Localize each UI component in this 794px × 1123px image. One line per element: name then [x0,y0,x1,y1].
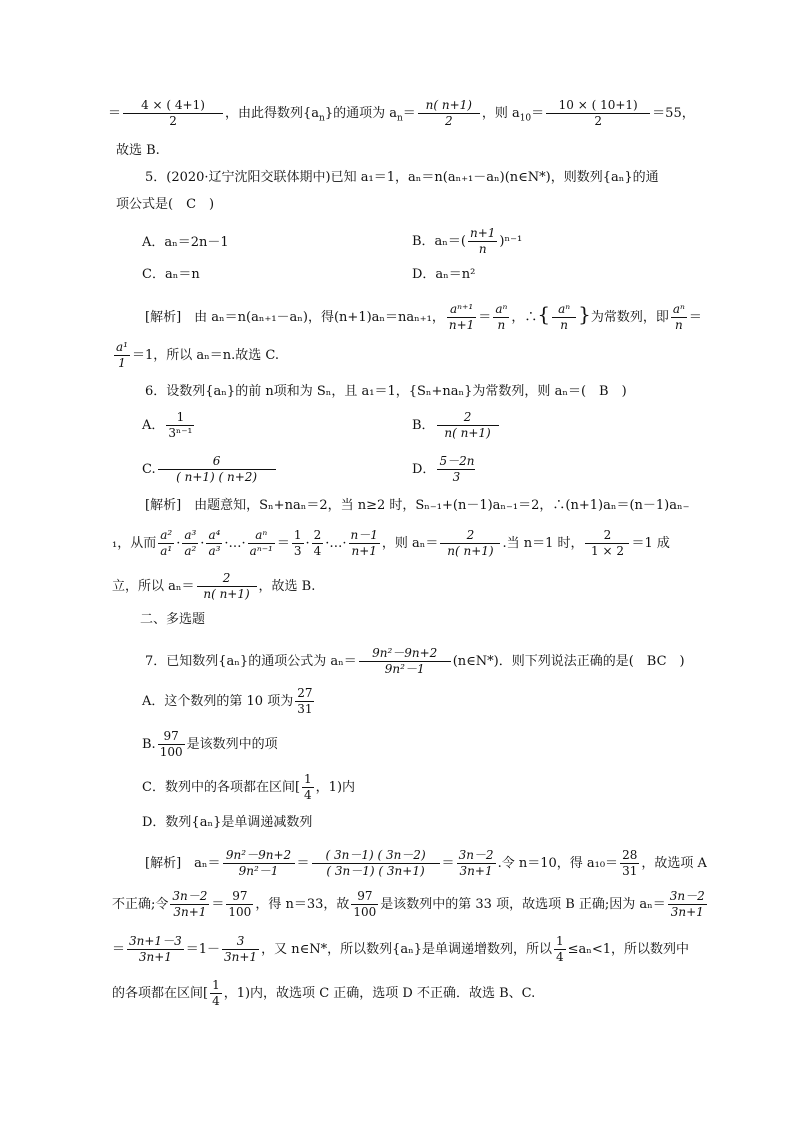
fraction [418,98,480,129]
denominator: 1 [114,355,130,371]
denominator: 3 [293,544,302,558]
text: 是该数列中的项 [186,737,278,752]
solution-line [112,934,689,965]
numerator: aⁿ [495,302,508,316]
fraction [457,848,496,879]
denominator: a² [184,544,197,558]
fraction [182,528,198,559]
numerator: aⁿ [558,302,571,316]
fraction [554,934,566,965]
option-c [142,454,278,485]
numerator: 1 [293,528,302,542]
numerator: n( n+1) [425,98,472,112]
text: ，得 n＝33，故 [255,897,350,912]
text: ＝ [688,310,702,325]
numerator: 2 [603,528,612,542]
denominator: 2 [123,113,223,129]
fraction [468,226,497,257]
denominator: 3n+1 [170,904,209,920]
text: ＝1 成 [631,536,670,551]
fraction [349,528,380,559]
denominator: 3n+1 [457,863,496,879]
text: D． [412,462,436,477]
option-d [412,454,477,485]
solution-line: [解析] aₙ＝ $\frac{\text{9n²－9n+2}}{\text{9n²－1}}$ ＝ $\frac{( 3n-1) ( 3n-2)}{( 3n-1) ( 3n+1)}$ ＝ $\frac{3n-2}{3n+1}$ .令 n＝10，得 a₁₀＝ $\frac{28}{31}$ ，故选项 A [145,848,707,878]
numerator: 97 [163,729,179,743]
solution-line: [解析] 由 aₙ＝n(aₙ₊₁－aₙ)，得(n+1)aₙ＝naₙ₊₁， $\frac{\text{aⁿ⁺¹}}{n+1}$ ＝ $\frac{\text{aⁿ}}{n}$ ，∴{ $\frac{\text{aⁿ}}{n}$ }为常数列，即 $\frac{\text{aⁿ}}{n}$ ＝ [145,302,702,332]
numerator: 5－2n [439,454,475,468]
numerator: 4 × ( 4+1) [141,98,205,112]
denominator: n+1 [349,543,380,559]
fraction [437,410,499,441]
numerator: aⁿ⁺¹ [450,302,474,316]
text: 立，所以 aₙ＝ [112,579,195,594]
solution-line: [解析] 由题意知，Sₙ+naₙ＝2，当 n≥2 时，Sₙ₋₁+(n－1)aₙ₋₁＝2，∴(n+1)aₙ＝(n－1)aₙ₋ [145,498,690,513]
denominator: 3n+1 [224,950,258,964]
numerator: 6 [212,454,221,468]
numerator: ( 3n－1) ( 3n－2) [325,848,426,862]
text: )ⁿ⁻¹ [499,234,523,249]
fraction [158,729,185,760]
numerator: n+1 [470,226,496,240]
text: ＝1，所以 aₙ＝n.故选 C. [131,348,279,363]
equals-sign: ＝ [108,106,122,121]
denominator: 100 [159,745,183,759]
fraction [206,528,222,559]
denominator: ( n+1) ( n+2) [158,469,276,485]
numerator: 2 [466,528,475,542]
denominator: 31 [297,702,313,716]
text: A．这个数列的第 10 项为 [142,694,294,709]
text: ＝55， [652,106,695,121]
denominator: aⁿ⁻¹ [249,544,273,558]
denominator: ( 3n－1) ( 3n+1) [312,863,440,879]
denominator: 2 [546,113,650,129]
text: C. [142,462,156,477]
text: ，则 a [481,106,520,121]
fraction [440,528,500,559]
fraction [671,302,687,333]
denominator: 9n²－1 [223,863,295,879]
numerator: 1 [176,410,185,424]
denominator: 31 [622,864,638,878]
text: B．aₙ＝( [412,234,466,249]
text: ·…· [325,536,347,551]
fraction [127,934,184,965]
text: (n∈N*)．则下列说法正确的是( BC ) [452,654,685,669]
fraction [493,302,509,333]
numerator: a³ [184,528,197,542]
text: 7．已知数列{aₙ}的通项公式为 aₙ＝ [145,654,357,669]
text: [解析] 由 aₙ＝n(aₙ₊₁－aₙ)，得(n+1)aₙ＝naₙ₊₁， [145,310,445,325]
text: ，1)内 [315,780,356,795]
text: ＝ [112,942,126,957]
numerator: 2 [313,528,322,542]
numerator: 9n²－9n+2 [372,646,438,660]
denominator: 2 [418,113,480,129]
question-6-stem: 6．设数列{aₙ}的前 n项和为 Sₙ，且 a₁＝1，{Sₙ+naₙ}为常数列，则 aₙ＝( B ) [145,384,627,399]
option-a: A．aₙ＝2n－1 [142,235,229,250]
numerator: 97 [232,889,248,903]
numerator: a¹ [116,340,128,354]
denominator: 9n²－1 [359,661,451,677]
numerator: 2 [463,410,472,424]
denominator: n( n+1) [197,586,257,602]
denominator: 4 [304,788,312,802]
text: ＝ [276,536,290,551]
numerator: 28 [622,848,638,862]
text: 的各项都在区间[ [112,986,209,1001]
denominator: n( n+1) [437,425,499,441]
numerator: 3n－2 [669,889,705,903]
fraction [585,528,629,559]
fraction [552,302,576,333]
denominator: 4 [313,544,322,558]
text: ≤aₙ<1，所以数列中 [567,942,690,957]
denominator: 4 [212,994,220,1008]
text: ·…· [224,536,246,551]
text: ，又 n∈N*，所以数列{aₙ}是单调递增数列，所以 [261,942,552,957]
fraction [437,454,475,485]
denominator: 100 [353,905,377,919]
text: A． [142,418,165,433]
numerator: 3n－2 [458,848,494,862]
text: ，则 aₙ＝ [381,536,439,551]
denominator: 3ⁿ⁻¹ [166,425,194,441]
denominator: n [671,317,687,333]
fraction [114,340,130,371]
question-5-stem: 5．(2020·辽宁沈阳交联体期中)已知 a₁＝1，aₙ＝n(aₙ₊₁－aₙ)(n∈N*)，则数列{aₙ}的通 [145,170,659,185]
fraction [668,889,707,920]
text: ，由此得数列{a [225,106,320,121]
text: · [176,536,181,551]
denominator: 1 × 2 [585,543,629,559]
fraction [170,889,209,920]
text: 不正确;令 [112,897,169,912]
solution-line [112,528,670,559]
option-a [142,410,196,441]
text: ，∴ [511,310,538,325]
option-c: C．aₙ＝n [142,267,200,282]
text: · [305,536,310,551]
denominator: n( n+1) [440,543,500,559]
fraction [166,410,194,441]
numerator: 1 [212,978,220,992]
text: ＝ [478,310,492,325]
solution-line [112,978,535,1009]
text: ，1)内，故选项 C 正确，选项 D 不正确．故选 B、C. [223,986,536,1001]
numerator: 3n+1－3 [129,934,182,948]
text: }的通项为 a [324,106,397,121]
fraction [197,571,257,602]
fraction [210,978,222,1009]
option-d: D．数列{aₙ}是单调递减数列 [142,815,313,830]
text: 是该数列中的第 33 项，故选项 B 正确;因为 aₙ＝ [380,897,666,912]
denominator: a³ [208,544,221,558]
text: ＝ [402,106,416,121]
fraction [312,848,440,879]
fraction [123,98,223,129]
denominator: 4 [555,950,564,964]
fraction [295,686,314,717]
text: · [200,536,205,551]
numerator: 97 [357,889,373,903]
text: ₁，从而 [112,536,157,551]
numerator: 1 [304,772,312,786]
fraction [302,772,314,803]
fraction [222,934,259,965]
denominator: 3 [437,469,475,485]
numerator: 9n²－9n+2 [225,848,292,862]
numerator: 3n－2 [172,889,208,903]
fraction [312,528,324,559]
denominator: 3n+1 [127,949,184,965]
denominator: a¹ [160,544,173,558]
text: ，故选 B. [258,579,316,594]
option-b [142,729,278,760]
denominator: n+1 [448,318,475,332]
numerator: a² [160,528,173,542]
fraction [447,302,476,333]
fraction [248,528,275,559]
option-b [412,410,501,441]
fraction [223,848,295,879]
numerator: 3 [236,934,245,948]
numerator: a⁴ [208,528,221,542]
text: ＝ [531,106,545,121]
numerator: 2 [222,571,231,585]
text: [解析] aₙ＝ [145,856,221,871]
text: 为常数列，即 [590,310,669,325]
denominator: n [468,241,497,257]
numerator: 1 [555,934,564,948]
fraction [158,528,174,559]
numerator: n－1 [350,528,378,542]
numerator: 10 × ( 10+1) [558,98,638,112]
numerator: aⁿ [255,528,268,542]
numerator: 27 [297,686,313,700]
option-a [142,686,316,717]
denominator: n [552,317,576,333]
text: .当 n＝1 时， [502,536,584,551]
denominator: 100 [228,905,252,919]
text-line: 故选 B. [116,143,160,158]
text: .令 n＝10，得 a₁₀＝ [497,856,619,871]
solution-line: 不正确;令 $\frac{3n-2}{3n+1}$ ＝ $\frac{97}{100}$ ，得 n＝33，故 $\frac{97}{100}$ 是该数列中的第 33 项，故选项 B 正确;因为 aₙ＝ $\frac{3n-2}{3n+1}$ [112,889,705,919]
fraction [226,889,253,920]
text: C．数列中的各项都在区间[ [142,780,301,795]
text: ，故选项 A [641,856,707,871]
fraction [158,454,276,485]
text: B． [412,418,435,433]
section-heading: 二、多选题 [140,612,206,627]
fraction [359,646,451,677]
question-7-stem [145,646,685,677]
option-d: D．aₙ＝n² [412,267,476,282]
fraction [351,889,378,920]
solution-line [112,340,279,371]
text: B. [142,737,156,752]
option-c [142,772,355,803]
option-b [412,226,522,257]
denominator: 3n+1 [668,904,707,920]
solution-line [112,571,315,602]
denominator: n [493,317,509,333]
fraction [292,528,304,559]
text: ＝1－ [185,942,220,957]
question-5-stem-cont: 项公式是( C ) [116,197,215,212]
numerator: aⁿ [672,302,685,316]
fraction [620,848,639,879]
fraction [546,98,650,129]
solution-continuation-line: ＝ $\frac{4 \times ( 4+1)}{2}$ ，由此得数列$\{a_n\}$的通项为 $a_n=$ $\frac{n( n+1)}{2}$ ，则 $a_{10}=$ $\frac{10 \times ( 10+1)}{2}$ ＝55， [108,98,695,128]
